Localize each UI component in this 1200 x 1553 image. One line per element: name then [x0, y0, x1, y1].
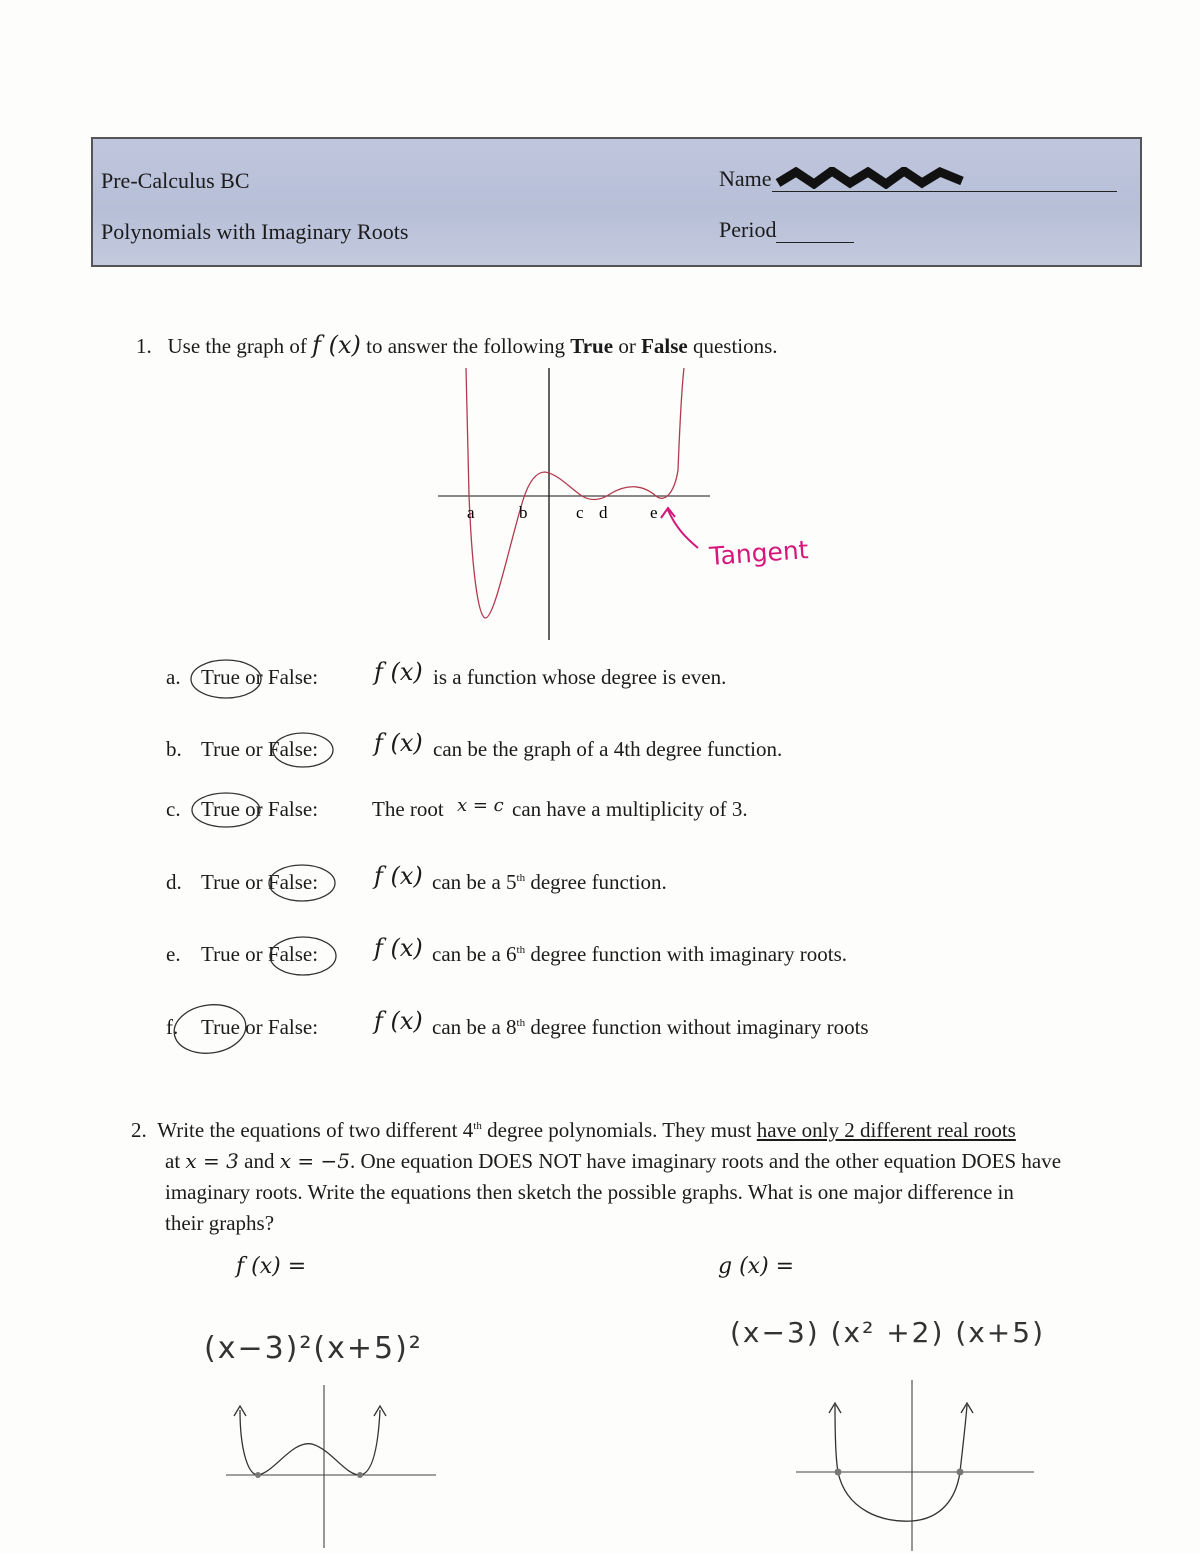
- q1-c-choice: True or False:: [201, 797, 319, 821]
- q1-true-word: True: [570, 334, 614, 358]
- g-sketch-curve: [835, 1405, 967, 1521]
- q1-a-letter: a.: [166, 665, 181, 689]
- q1-b-letter: b.: [166, 737, 182, 761]
- q1-f-statement: can be a 8th degree function without imaginary roots: [432, 1015, 869, 1039]
- graph-label-a: a: [467, 503, 475, 522]
- course-title: Pre-Calculus BC: [101, 168, 250, 193]
- q1-e-statement: can be a 6th degree function with imaginary roots.: [432, 942, 848, 966]
- name-field: [719, 166, 1117, 192]
- name-label: Name: [719, 166, 772, 191]
- q1-c-statement: can have a multiplicity of 3.: [512, 797, 748, 821]
- g-handwritten-answer: (x−3) (x² +2) (x+5): [730, 1316, 1046, 1349]
- tangent-arrowhead-icon: [661, 508, 675, 518]
- q1-c-root: x = c: [457, 795, 504, 816]
- name-line: [772, 173, 1117, 192]
- tangent-arrow: [668, 510, 698, 548]
- q1-fx: f (x): [312, 331, 361, 359]
- g-root-point: [835, 1469, 842, 1476]
- q1-or-word: or: [618, 334, 636, 358]
- circle-true-a: [188, 656, 268, 706]
- q1-b-fx: f (x): [374, 729, 423, 757]
- g-sketch-graph: [790, 1375, 1040, 1553]
- q1-b-statement: can be the graph of a 4th degree function.: [433, 737, 783, 761]
- q2-prompt: [131, 1111, 1131, 1239]
- graph-label-b: b: [519, 503, 528, 522]
- circle-true-c: [188, 788, 268, 834]
- circle-false-d: [266, 860, 342, 908]
- circle-true-f: [170, 1000, 256, 1062]
- graph-label-c: c: [576, 503, 584, 522]
- q1-prompt: [136, 330, 778, 362]
- q1-a-choice: True or False:: [201, 665, 319, 689]
- q1-e-choice: True or False:: [201, 942, 319, 966]
- tangent-annotation: Tangent: [708, 535, 810, 571]
- redacted-name-scribble: [774, 167, 969, 189]
- g-root-point: [957, 1469, 964, 1476]
- period-line: [776, 224, 854, 243]
- q2-underlined-phrase: have only 2 different real roots: [756, 1118, 1016, 1142]
- q1-f-fx: f (x): [374, 1007, 423, 1035]
- q1-a-fx: f (x): [374, 658, 423, 686]
- q2-line-4: their graphs?: [165, 1211, 275, 1235]
- q1-d-statement: can be a 5th degree function.: [432, 870, 667, 894]
- f-sketch-curve: [240, 1410, 380, 1475]
- q2-number: 2.: [131, 1118, 147, 1142]
- header-box: [91, 137, 1142, 267]
- q1-polynomial-graph: [430, 360, 850, 650]
- q1-number: 1.: [136, 334, 152, 358]
- q1-c-prefix: The root: [372, 797, 444, 821]
- q2-line-3: imaginary roots. Write the equations then sketch the possible graphs. What is one major difference in: [165, 1180, 1014, 1204]
- q1-d-fx: f (x): [374, 862, 423, 890]
- topic-title: Polynomials with Imaginary Roots: [101, 219, 409, 244]
- q1-text-post: questions.: [692, 334, 778, 358]
- circle-false-e: [266, 932, 342, 982]
- q2-line-1: 2. Write the equations of two different 4th degree polynomials. They must have only 2 different real roots: [131, 1118, 1016, 1142]
- f-root-point: [255, 1472, 261, 1478]
- period-label: Period: [719, 217, 777, 242]
- f-label: f (x) =: [236, 1254, 307, 1279]
- q2-line-2: at x = 3 and x = −5. One equation DOES NOT have imaginary roots and the other equation DOES have: [165, 1149, 1062, 1173]
- graph-label-d: d: [599, 503, 608, 522]
- q1-e-fx: f (x): [374, 934, 423, 962]
- q1-c-letter: c.: [166, 797, 181, 821]
- f-sketch-graph: [220, 1380, 450, 1550]
- g-label: g (x) =: [718, 1254, 795, 1279]
- q1-f-letter: f.: [166, 1015, 179, 1039]
- q1-text-mid: to answer the following: [366, 334, 566, 358]
- q1-text-pre: Use the graph of: [167, 334, 307, 358]
- q1-b-choice: True or False:: [201, 737, 319, 761]
- f-root-point: [357, 1472, 363, 1478]
- q1-e-letter: e.: [166, 942, 181, 966]
- circle-false-b: [270, 728, 340, 774]
- q1-d-letter: d.: [166, 870, 182, 894]
- polynomial-curve: [466, 368, 684, 618]
- graph-label-e: e: [650, 503, 658, 522]
- q1-d-choice: True or False:: [201, 870, 319, 894]
- q1-f-choice: True or False:: [201, 1015, 319, 1039]
- f-handwritten-answer: (x−3)²(x+5)²: [204, 1331, 423, 1366]
- q1-a-statement: is a function whose degree is even.: [433, 665, 727, 689]
- q1-false-word: False: [641, 334, 688, 358]
- period-field: [719, 217, 854, 243]
